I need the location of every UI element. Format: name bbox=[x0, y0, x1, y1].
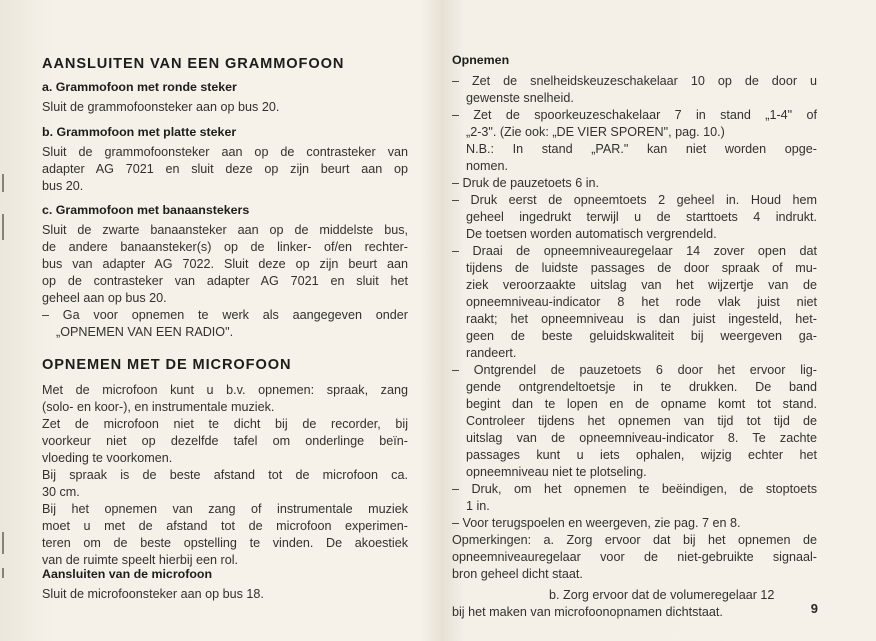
text-line: gende ontgrendeltoetsje in te drukken. De band bbox=[466, 380, 817, 394]
text-line: – Zet de snelheidskeuzeschakelaar 10 op de door u bbox=[452, 74, 817, 88]
text-line: begint dan te lopen en de opname komt tot stand. bbox=[466, 397, 817, 411]
text-line: opneemniveauregelaar voor de niet-gebruikte signaal- bbox=[452, 550, 817, 564]
binding-edge bbox=[0, 160, 8, 580]
text-line: Bij het opnemen van zang of instrumentale muziek bbox=[42, 502, 408, 516]
text-line: b. Zorg ervoor dat de volumeregelaar 12 bbox=[549, 588, 775, 602]
text-line: 30 cm. bbox=[42, 485, 80, 499]
text-line: „OPNEMEN VAN EEN RADIO". bbox=[56, 325, 234, 339]
text-line: – Ga voor opnemen te werk als aangegeven onder bbox=[42, 308, 408, 322]
text-line: vloeding te voorkomen. bbox=[42, 451, 173, 465]
text-line: op de contrasteker van adapter AG 7021 en sluit het bbox=[42, 274, 408, 288]
text-line: bron geheel dicht staat. bbox=[452, 567, 583, 581]
text-line: 1 in. bbox=[466, 499, 490, 513]
heading-grammofoon: AANSLUITEN VAN EEN GRAMMOFOON bbox=[42, 56, 345, 72]
text-line: uitslag van de opneemniveau-indicator 8. Te zachte bbox=[466, 431, 817, 445]
heading-opnemen: Opnemen bbox=[452, 53, 510, 67]
text-line: Sluit de grammofoonsteker aan op de contrasteker van bbox=[42, 145, 408, 159]
text-line: moet u met de afstand tot de microfoon experimen- bbox=[42, 519, 408, 533]
text-line: Sluit de grammofoonsteker aan op bus 20. bbox=[42, 100, 280, 114]
text-line: nomen. bbox=[466, 159, 509, 173]
text-line: teren om de beste opstelling te vinden. De akoestiek bbox=[42, 536, 408, 550]
text-line: Controleer tijdens het opnemen van tijd tot tijd de bbox=[466, 414, 817, 428]
subheading-banaanstekers: c. Grammofoon met banaanstekers bbox=[42, 203, 250, 217]
text-line: Sluit de zwarte banaansteker aan op de middelste bus, bbox=[42, 223, 408, 237]
text-line: – Zet de spoorkeuzeschakelaar 7 in stand „1-4" of bbox=[452, 108, 817, 122]
text-line: randeert. bbox=[466, 346, 517, 360]
text-line: passages kunt u iets ophalen, wijzig echter het bbox=[466, 448, 817, 462]
text-line: ziek veroorzaakte uitslag van het wijzertje van de bbox=[466, 278, 817, 292]
text-line: geheel ingedrukt terwijl u de starttoets 4 indrukt. bbox=[466, 210, 817, 224]
text-line: Met de microfoon kunt u b.v. opnemen: spraak, zang bbox=[42, 383, 408, 397]
text-line: de andere banaansteker(s) op de linker- of/en rechter- bbox=[42, 240, 408, 254]
page-number: 9 bbox=[810, 601, 818, 616]
text-line: Opmerkingen: a. Zorg ervoor dat bij het opnemen de bbox=[452, 533, 817, 547]
text-line: opneemniveau-indicator 8 het rode vlak juist niet bbox=[466, 295, 817, 309]
heading-microfoon: OPNEMEN MET DE MICROFOON bbox=[42, 357, 292, 373]
text-line: bij het maken van microfoonopnamen dichtstaat. bbox=[452, 605, 723, 619]
text-line: voorkeur niet op dezelfde tafel om onderlinge beïn- bbox=[42, 434, 408, 448]
text-line: adapter AG 7021 en sluit deze op zijn beurt aan op bbox=[42, 162, 408, 176]
text-line: De toetsen worden automatisch vergrendeld. bbox=[466, 227, 717, 241]
text-line: N.B.: In stand „PAR." kan niet worden opge- bbox=[466, 142, 817, 156]
text-line: van de ruimte speelt hierbij een rol. bbox=[42, 553, 239, 567]
text-line: bus 20. bbox=[42, 179, 84, 193]
text-line: opneemniveau niet te plotseling. bbox=[466, 465, 647, 479]
text-line: raakt; het opneemniveau is dan juist ingesteld, het- bbox=[466, 312, 817, 326]
text-line: Bij spraak is de beste afstand tot de microfoon ca. bbox=[42, 468, 408, 482]
text-line: Zet de microfoon niet te dicht bij de recorder, bij bbox=[42, 417, 408, 431]
text-line: geen de beste geluidskwaliteit bij weergeven ga- bbox=[466, 329, 817, 343]
text-line: „2-3". (Zie ook: „DE VIER SPOREN", pag. 10.) bbox=[466, 125, 725, 139]
text-line: Sluit de microfoonsteker aan op bus 18. bbox=[42, 587, 264, 601]
text-line: gewenste snelheid. bbox=[466, 91, 574, 105]
text-line: – Druk de pauzetoets 6 in. bbox=[452, 176, 600, 190]
text-line: bus van adapter AG 7022. Sluit deze op zijn beurt aan bbox=[42, 257, 408, 271]
text-line: – Voor terugspoelen en weergeven, zie pag. 7 en 8. bbox=[452, 516, 741, 530]
subheading-platte-steker: b. Grammofoon met platte steker bbox=[42, 125, 237, 139]
text-line: geheel aan op bus 20. bbox=[42, 291, 167, 305]
text-line: – Druk, om het opnemen te beëindigen, de stoptoets bbox=[452, 482, 817, 496]
text-line: – Draai de opneemniveauregelaar 14 zover open dat bbox=[452, 244, 817, 258]
text-line: – Ontgrendel de pauzetoets 6 door het ervoor lig- bbox=[452, 363, 817, 377]
subheading-aansluiten-microfoon: Aansluiten van de microfoon bbox=[42, 567, 213, 581]
text-line: (solo- en koor-), en instrumentale muziek. bbox=[42, 400, 275, 414]
text-line: tijdens de luidste passages de door spraak of mu- bbox=[466, 261, 817, 275]
text-line: – Druk eerst de opneemtoets 2 geheel in. Houd hem bbox=[452, 193, 817, 207]
subheading-ronde-steker: a. Grammofoon met ronde steker bbox=[42, 80, 237, 94]
